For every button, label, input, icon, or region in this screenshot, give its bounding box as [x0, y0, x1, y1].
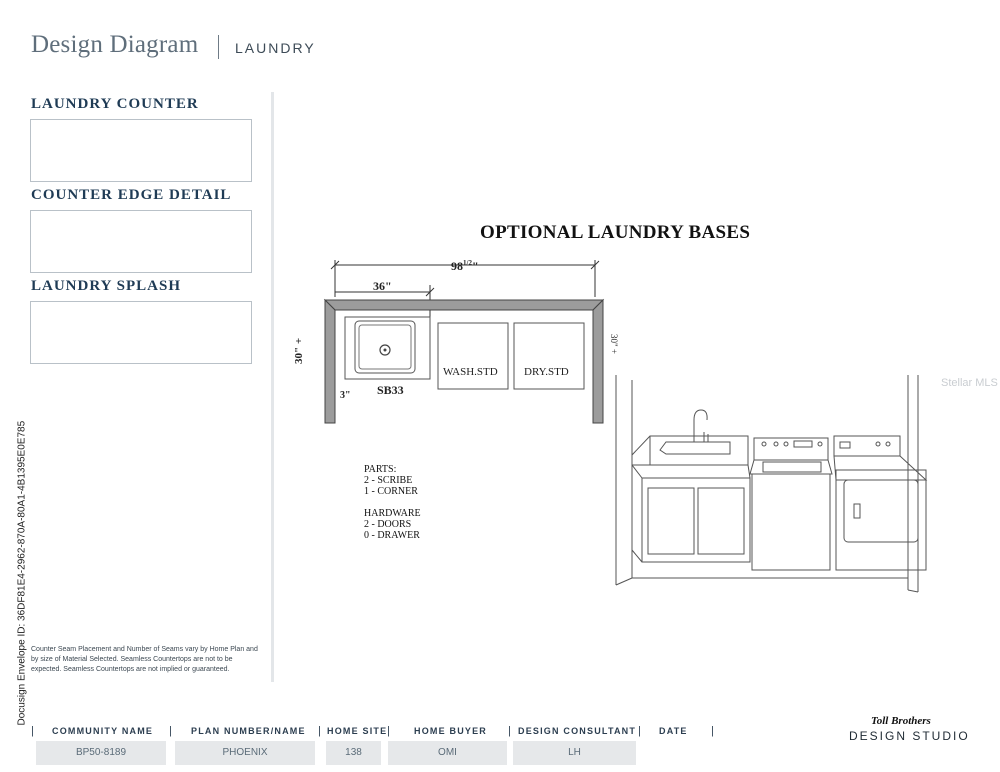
- seam-disclaimer: Counter Seam Placement and Number of Seams vary by Home Plan and by size of Material Selected. Seamless Countertops are not to be expected. Seamless Countertops are not implied or guaranteed.: [31, 646, 258, 673]
- scribe-dimension: 3": [340, 390, 351, 401]
- overall-width-dimension: $98^{1/2}$": [451, 259, 479, 273]
- counter-edge-detail-box: [30, 210, 252, 273]
- home-buyer-label: HOME BUYER: [414, 726, 488, 736]
- sink-base-label: SB33: [377, 383, 404, 397]
- footer-separator: |: [711, 725, 714, 737]
- right-depth-dimension: 30" +: [609, 334, 619, 354]
- parts-title: PARTS:: [364, 464, 397, 475]
- home-buyer-field[interactable]: OMI: [388, 741, 507, 765]
- page-subtitle: LAUNDRY: [235, 40, 316, 56]
- footer-separator: |: [387, 725, 390, 737]
- hardware-title: HARDWARE: [364, 508, 421, 519]
- plan-number-label: PLAN NUMBER/NAME: [191, 726, 306, 736]
- community-name-label: COMMUNITY NAME: [52, 726, 154, 736]
- washer-label: WASH.STD: [443, 366, 498, 378]
- docusign-envelope-id: Docusign Envelope ID: 36DF81E4-2962-870A-80A1-4B1395E0E785: [16, 420, 28, 726]
- footer-separator: |: [638, 725, 641, 737]
- date-label: DATE: [659, 726, 688, 736]
- home-site-field[interactable]: 138: [326, 741, 381, 765]
- vertical-divider: [271, 92, 274, 682]
- hardware-item: 2 - DOORS: [364, 519, 412, 530]
- laundry-perspective-illustration: [608, 370, 928, 600]
- home-site-label: HOME SITE: [327, 726, 388, 736]
- sink-width-dimension: 36": [373, 279, 392, 293]
- parts-item: 1 - CORNER: [364, 486, 418, 497]
- laundry-splash-box: [30, 301, 252, 364]
- laundry-counter-box: [30, 119, 252, 182]
- footer-separator: |: [169, 725, 172, 737]
- parts-item: 2 - SCRIBE: [364, 475, 413, 486]
- laundry-counter-label: LAUNDRY COUNTER: [31, 96, 199, 112]
- design-consultant-label: DESIGN CONSULTANT: [518, 726, 637, 736]
- title-divider: [218, 35, 219, 59]
- hardware-item: 0 - DRAWER: [364, 530, 420, 541]
- plan-number-field[interactable]: PHOENIX: [175, 741, 315, 765]
- laundry-splash-label: LAUNDRY SPLASH: [31, 278, 182, 294]
- design-consultant-field[interactable]: LH: [513, 741, 636, 765]
- footer-separator: |: [508, 725, 511, 737]
- toll-brothers-logo: Toll Brothers: [871, 715, 931, 727]
- stellar-mls-watermark: Stellar MLS: [941, 377, 998, 389]
- dryer-label: DRY.STD: [524, 366, 569, 378]
- left-depth-dimension: 30" +: [293, 337, 305, 364]
- community-name-field[interactable]: BP50-8189: [36, 741, 166, 765]
- drawing-title: OPTIONAL LAUNDRY BASES: [480, 222, 751, 243]
- footer-separator: |: [31, 725, 34, 737]
- counter-edge-detail-label: COUNTER EDGE DETAIL: [31, 187, 232, 203]
- design-studio-label: DESIGN STUDIO: [849, 729, 970, 743]
- laundry-plan-view: [290, 255, 620, 435]
- page-title: Design Diagram: [31, 31, 199, 58]
- footer-separator: |: [318, 725, 321, 737]
- parts-list: [364, 464, 421, 541]
